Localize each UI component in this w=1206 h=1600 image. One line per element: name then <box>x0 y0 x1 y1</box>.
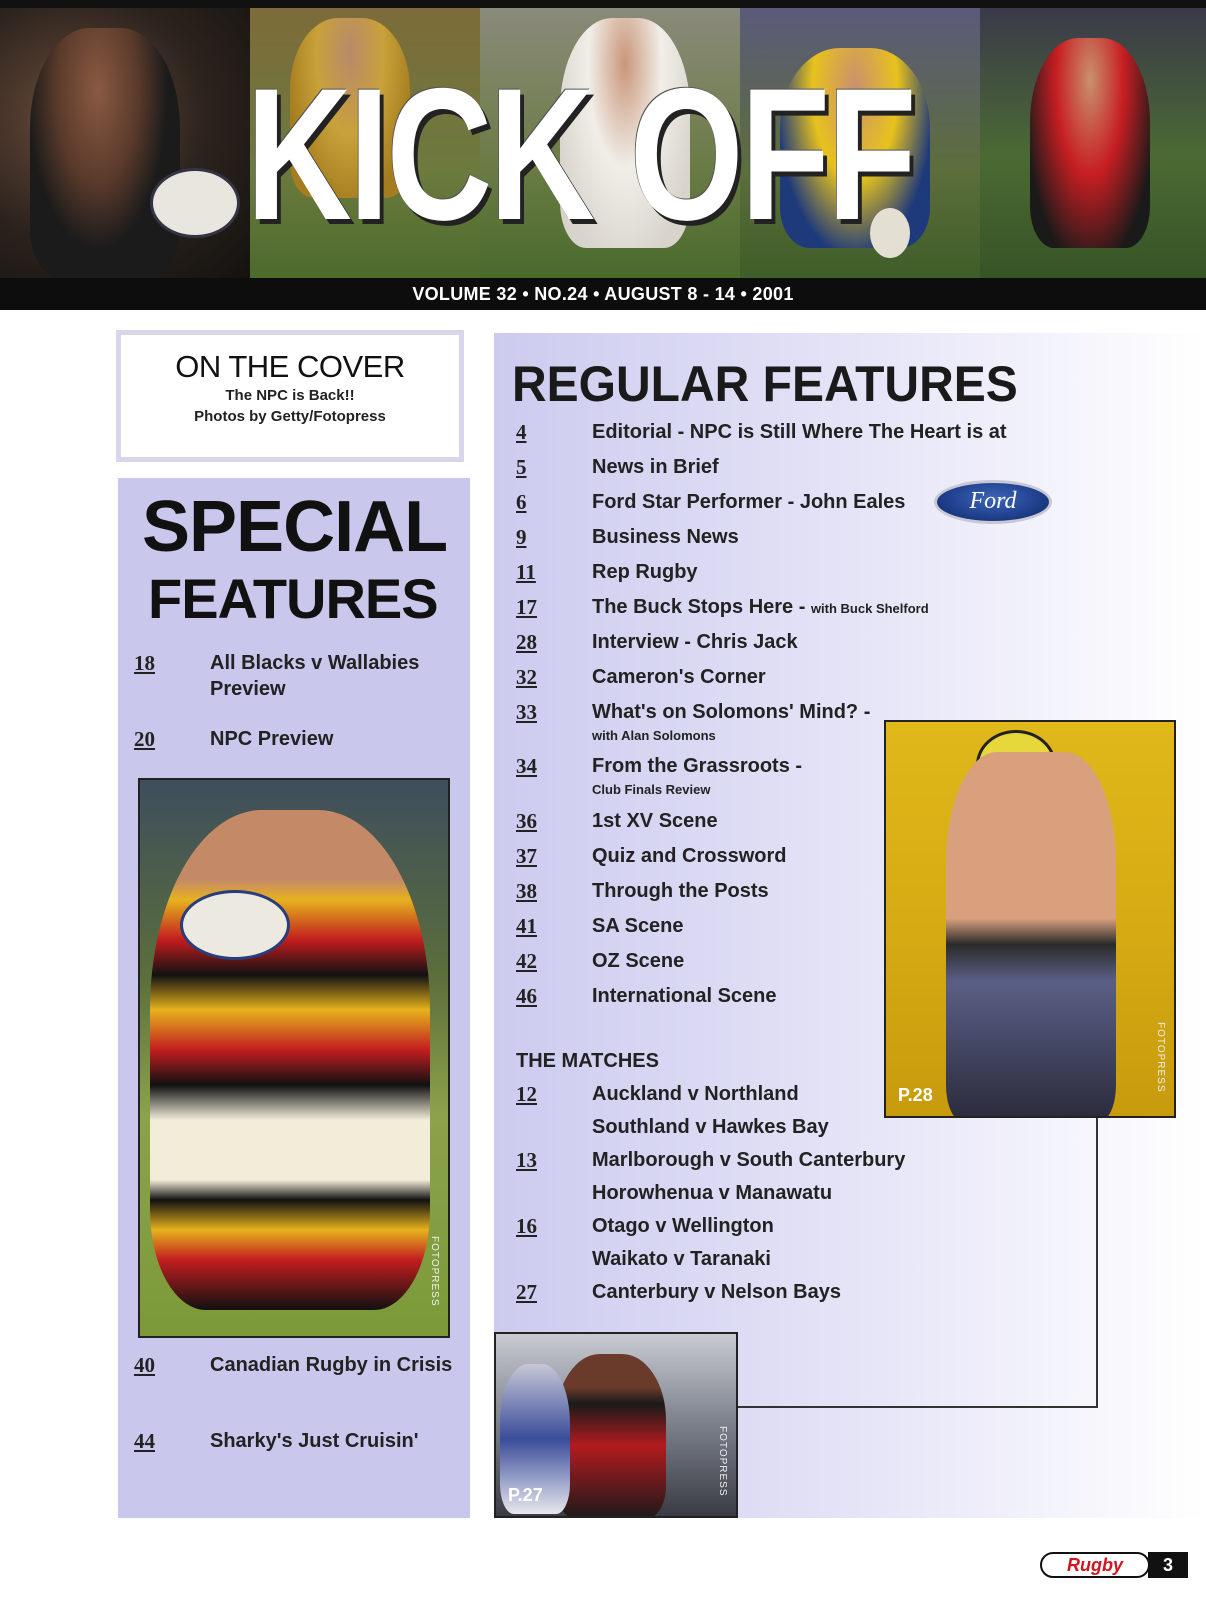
match-title: Southland v Hawkes Bay <box>592 1116 829 1138</box>
chris-jack-photo <box>884 720 1176 1118</box>
feature-title: Editorial - NPC is Still Where The Heart is at <box>592 421 1007 443</box>
feature-title: Cameron's Corner <box>592 666 766 688</box>
issue-line: VOLUME 32 • NO.24 • AUGUST 8 - 14 • 2001 <box>0 278 1206 310</box>
page-number: 6 <box>516 490 527 514</box>
special-features-heading: SPECIAL <box>142 487 448 567</box>
feature-title: Through the Posts <box>592 880 769 902</box>
page-number: 27 <box>516 1280 537 1304</box>
feature-byline: Club Finals Review <box>592 782 711 797</box>
page-number-footer: 3 <box>1148 1552 1188 1578</box>
feature-title: NPC Preview <box>210 728 334 750</box>
page-number: 40 <box>134 1353 155 1377</box>
match-title: Marlborough v South Canterbury <box>592 1149 906 1171</box>
feature-title: News in Brief <box>592 456 719 478</box>
ford-logo: Ford <box>934 480 1052 524</box>
page-number: 17 <box>516 595 537 619</box>
feature-title: From the Grassroots - <box>592 755 803 777</box>
masthead-title: KICK OFF <box>246 49 914 259</box>
feature-title: 1st XV Scene <box>592 810 718 832</box>
page-number: 33 <box>516 700 537 724</box>
match-title: Auckland v Northland <box>592 1083 799 1105</box>
magazine-logo: Rugby <box>1040 1552 1150 1578</box>
page-number: 46 <box>516 984 537 1008</box>
photo-page-label: P.27 <box>508 1485 543 1505</box>
page-number: 13 <box>516 1148 537 1172</box>
feature-title: The Buck Stops Here - <box>592 596 811 618</box>
player-photo <box>980 8 1206 278</box>
page-number: 9 <box>516 525 527 549</box>
page-number: 11 <box>516 560 536 584</box>
on-the-cover-box <box>116 330 464 462</box>
match-title: Canterbury v Nelson Bays <box>592 1281 841 1303</box>
player-photo <box>0 8 250 278</box>
page-number: 37 <box>516 844 537 868</box>
special-features-panel <box>118 478 470 1518</box>
page-number: 4 <box>516 420 527 444</box>
feature-title: SA Scene <box>592 915 684 937</box>
npc-preview-photo <box>138 778 450 1338</box>
regular-features-heading: REGULAR FEATURES <box>512 356 1018 412</box>
page-number: 36 <box>516 809 537 833</box>
photo-page-label: P.28 <box>898 1085 933 1105</box>
feature-title: What's on Solomons' Mind? - <box>592 701 871 723</box>
on-the-cover-text: The NPC is Back!! <box>225 387 355 404</box>
divider-line <box>1096 1118 1098 1408</box>
feature-title: Sharky's Just Cruisin' <box>210 1430 419 1452</box>
match-title: Waikato v Taranaki <box>592 1248 771 1270</box>
page-number: 41 <box>516 914 537 938</box>
page-number: 28 <box>516 630 537 654</box>
feature-title: Quiz and Crossword <box>592 845 787 867</box>
feature-title: Rep Rugby <box>592 561 698 583</box>
feature-title: Business News <box>592 526 739 548</box>
page-number: 38 <box>516 879 537 903</box>
canterbury-match-photo <box>494 1332 738 1518</box>
page-number: 12 <box>516 1082 537 1106</box>
feature-title: Interview - Chris Jack <box>592 631 798 653</box>
page-number: 32 <box>516 665 537 689</box>
feature-title: All Blacks v Wallabies Preview <box>210 652 420 700</box>
page-number: 20 <box>134 727 155 751</box>
masthead <box>0 0 1206 310</box>
photo-credit: FOTOPRESS <box>717 1425 728 1496</box>
match-title: Horowhenua v Manawatu <box>592 1182 833 1204</box>
page-number: 44 <box>134 1429 155 1453</box>
feature-title: Canadian Rugby in Crisis <box>210 1354 453 1376</box>
photo-credit: FOTOPRESS <box>429 1235 440 1306</box>
page-number: 16 <box>516 1214 537 1238</box>
photo-credit: FOTOPRESS <box>1155 1021 1166 1092</box>
on-the-cover-credit: Photos by Getty/Fotopress <box>194 408 386 425</box>
feature-title: Ford Star Performer - John Eales <box>592 491 906 513</box>
match-title: Otago v Wellington <box>592 1215 774 1237</box>
divider-line <box>736 1406 1098 1408</box>
page-number: 42 <box>516 949 537 973</box>
special-features-heading: FEATURES <box>148 567 438 630</box>
page-number: 34 <box>516 754 537 778</box>
feature-byline: with Buck Shelford <box>810 601 929 616</box>
page-number: 5 <box>516 455 527 479</box>
on-the-cover-heading: ON THE COVER <box>175 349 405 384</box>
feature-byline: with Alan Solomons <box>592 728 716 743</box>
matches-heading: THE MATCHES <box>516 1050 659 1072</box>
page-number: 18 <box>134 651 155 675</box>
feature-title: OZ Scene <box>592 950 685 972</box>
feature-title: International Scene <box>592 985 777 1007</box>
